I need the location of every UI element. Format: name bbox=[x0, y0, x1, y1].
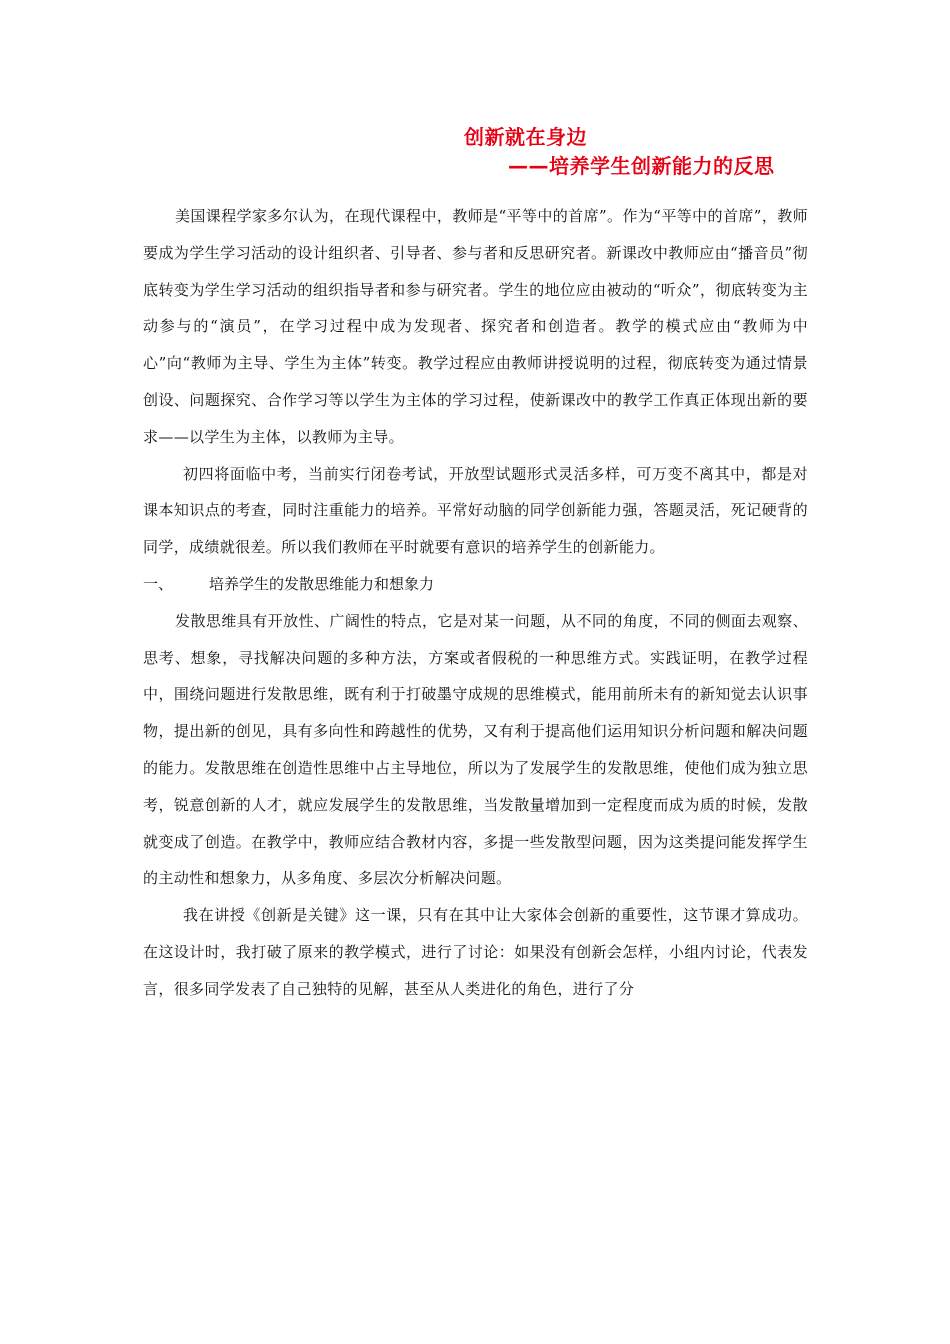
section-heading bbox=[143, 566, 808, 603]
document-title: 创新就在身边 bbox=[464, 125, 587, 149]
paragraph-divergent-thinking: 发散思维具有开放性、广阔性的特点，它是对某一问题，从不同的角度，不同的侧面去观察、思考、想象，寻找解决问题的多种方法，方案或者假税的一种思维方式。实践证明，在教学过程中，围绕问题进行发散思维，既有利于打破墨守成规的思维模式，能用前所未有的新知觉去认识事物，提出新的创见，具有多向性和跨越性的优势，又有利于提高他们运用知识分析问题和解决问题的能力。发散思维在创造性思维中占主导地位，所以为了发展学生的发散思维，使他们成为独立思考，锐意创新的人才，就应发展学生的发散思维，当发散量增加到一定程度而成为质的时候，发散就变成了创造。在教学中，教师应结合教材内容，多提一些发散型问题，因为这类提问能发挥学生的主动性和想象力，从多角度、多层次分析解决问题。 bbox=[143, 611, 808, 888]
paragraph-intro: 美国课程学家多尔认为，在现代课程中，教师是“平等中的首席”。作为“平等中的首席”，教师要成为学生学习活动的设计组织者、引导者、参与者和反思研究者。新课改中教师应由“播音员”彻底转变为学生学习活动的组织指导者和参与研究者。学生的地位应由被动的“听众”，彻底转变为主动参与的“演员”，在学习过程中成为发现者、探究者和创造者。教学的模式应由“教师为中心”向“教师为主导、学生为主体”转变。教学过程应由教师讲授说明的过程，彻底转变为通过情景创设、问题探究、合作学习等以学生为主体的学习过程，使新课改中的教学工作真正体现出新的要求——以学生为主体，以教师为主导。 bbox=[143, 207, 808, 446]
section-heading-text: 培养学生的发散思维能力和想象力 bbox=[209, 574, 435, 593]
document-body bbox=[143, 198, 808, 1008]
section-number: 一、 bbox=[143, 574, 174, 593]
paragraph-exam: 初四将面临中考，当前实行闭卷考试，开放型试题形式灵活多样，可万变不离其中，都是对课本知识点的考查，同时注重能力的培养。平常好动脑的同学创新能力强，答题灵活，死记硬背的同学，成绩就很差。所以我们教师在平时就要有意识的培养学生的创新能力。 bbox=[143, 464, 808, 557]
document-subtitle: ——培养学生创新能力的反思 bbox=[508, 154, 775, 178]
paragraph-lesson-example: 我在讲授《创新是关键》这一课，只有在其中让大家体会创新的重要性，这节课才算成功。在这设计时，我打破了原来的教学模式，进行了讨论：如果没有创新会怎样，小组内讨论，代表发言，很多同学发表了自己独特的见解，甚至从人类进化的角色，进行了分 bbox=[143, 906, 808, 998]
